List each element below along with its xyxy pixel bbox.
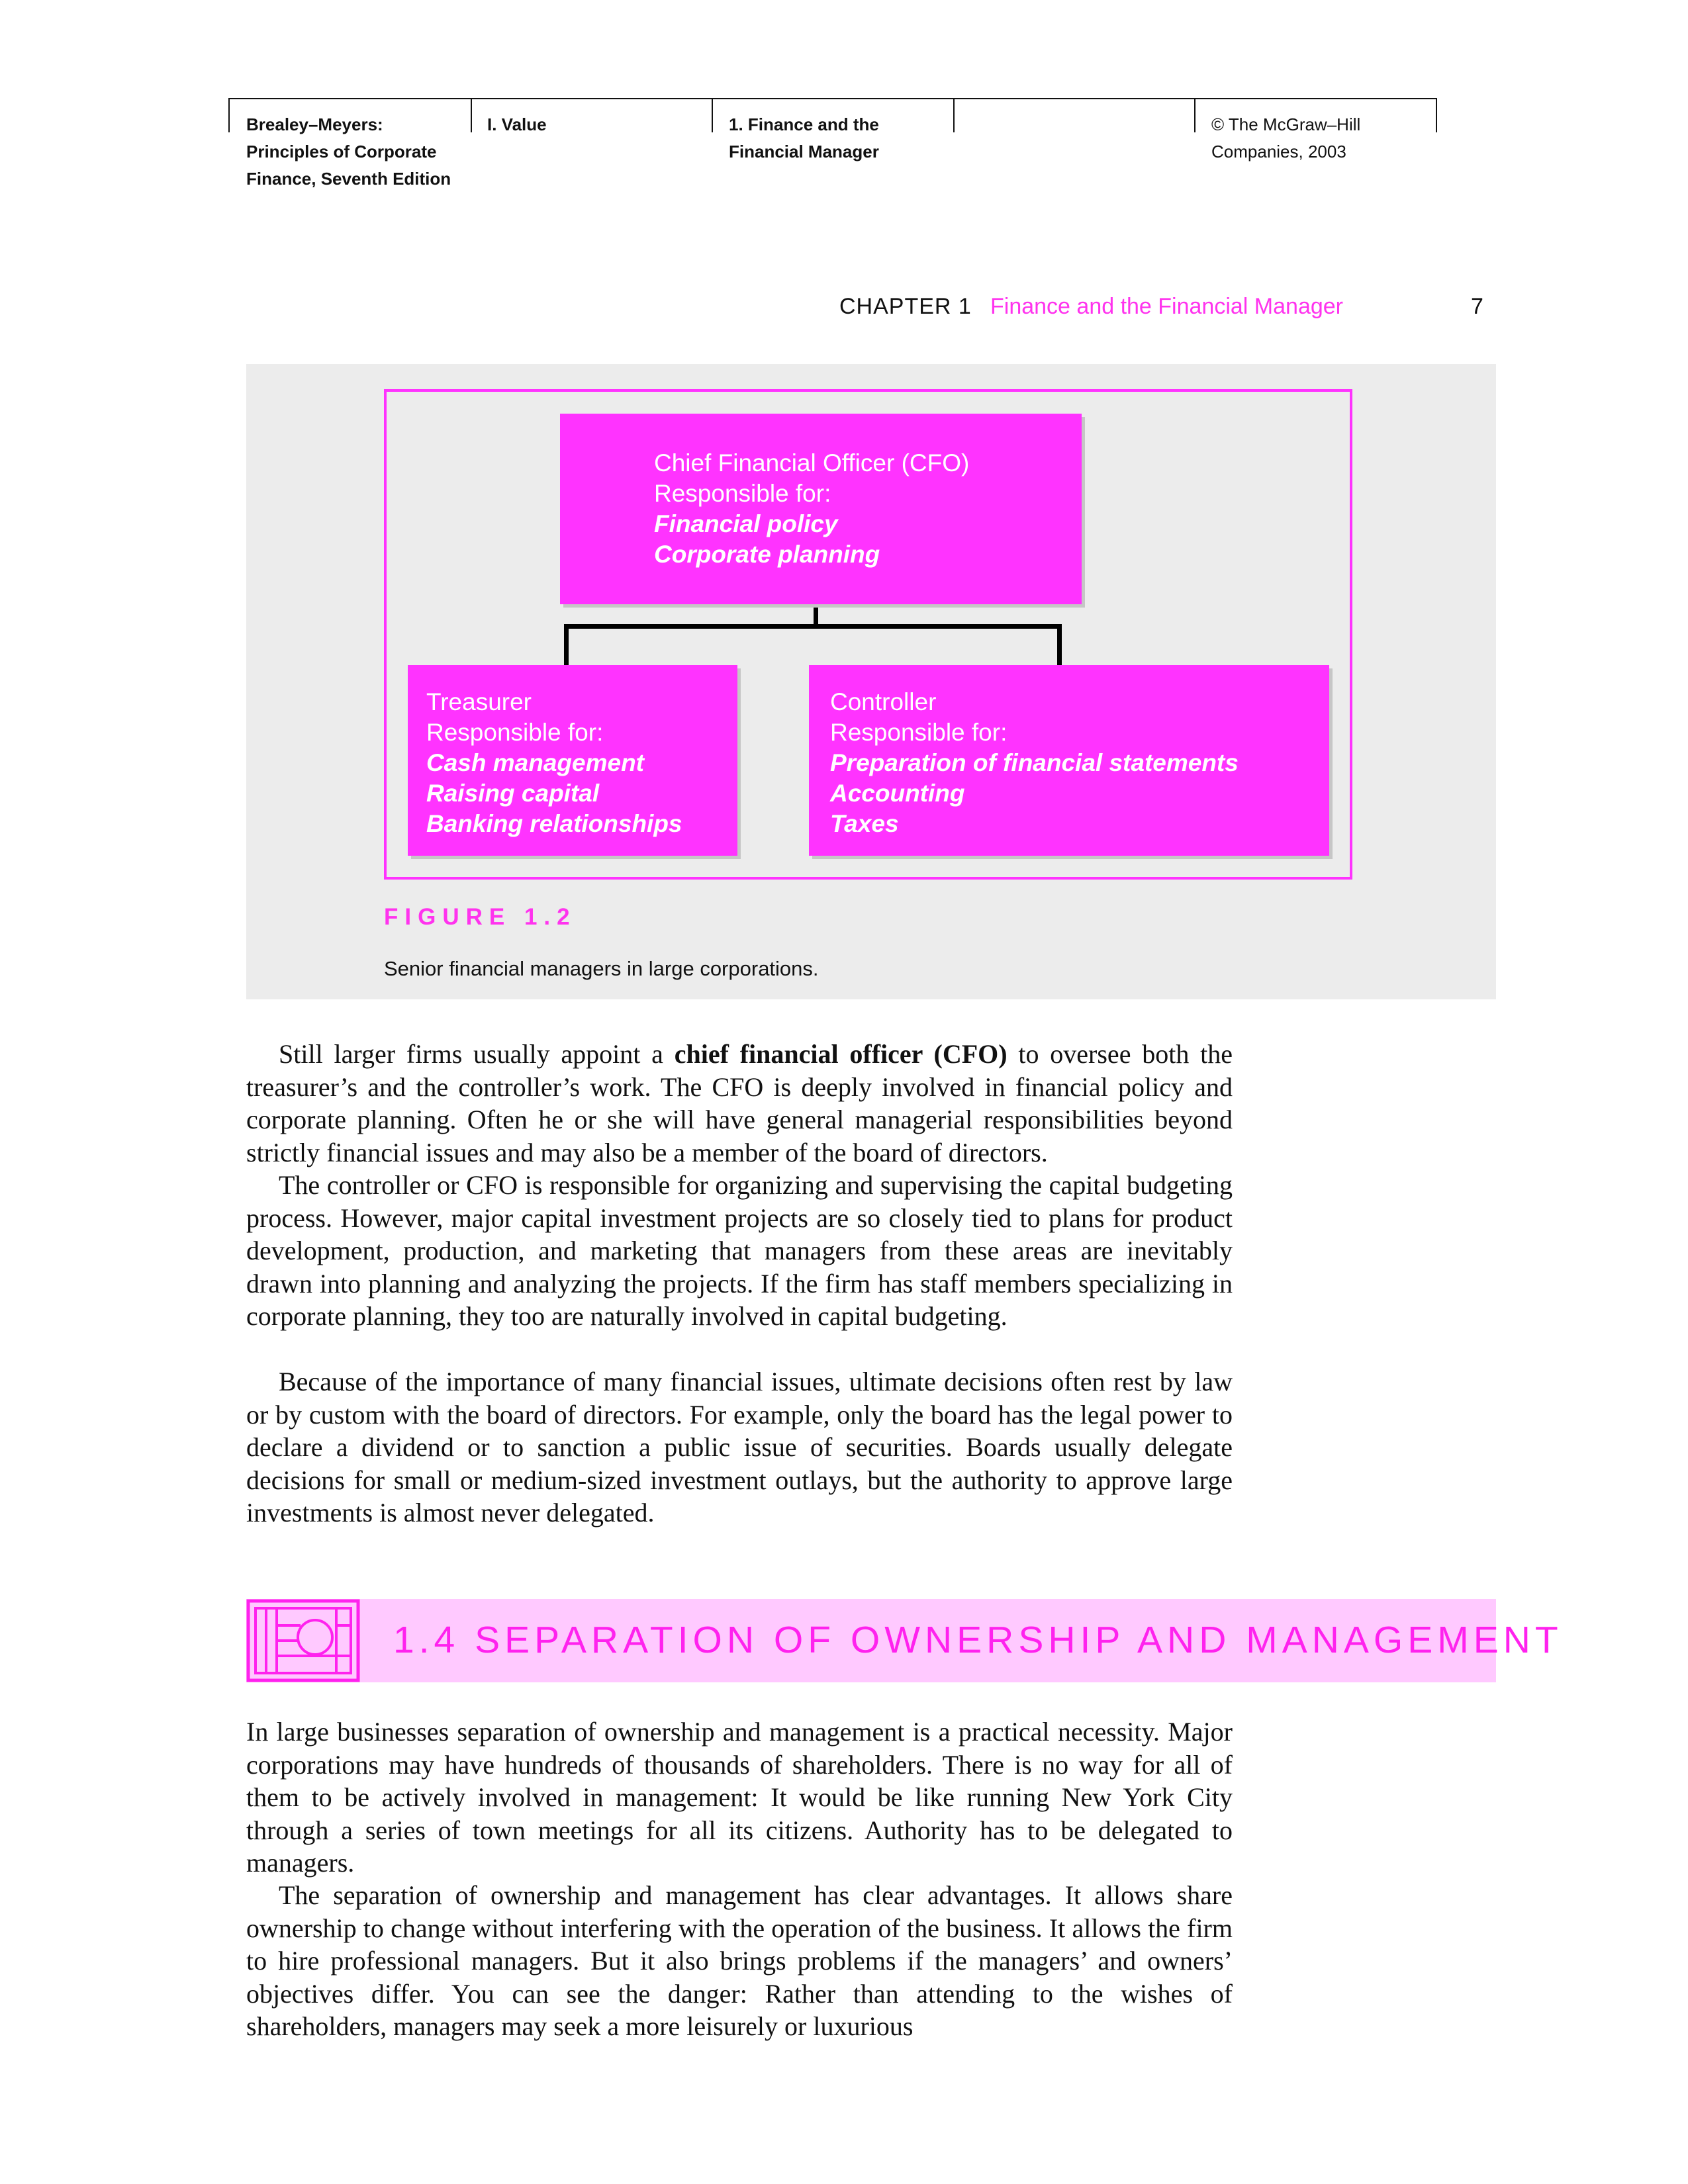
cfo-title: Chief Financial Officer (CFO) [654,449,970,477]
treasurer-duty: Banking relationships [426,810,682,837]
header-book-line: Principles of Corporate [246,142,437,161]
header-book-title [246,111,451,193]
section-title: 1.4 SEPARATION OF OWNERSHIP AND MANAGEMENT [393,1619,1563,1661]
header-part [487,111,547,138]
treasurer-title: Treasurer [426,688,532,715]
page-number: 7 [1471,294,1483,319]
chapter-title: Finance and the Financial Manager [990,294,1343,319]
body-paragraph [246,1365,1233,1529]
header-part-label: I. Value [487,114,547,134]
header-copyright-line: © The McGraw–Hill [1211,114,1361,134]
treasurer-responsible: Responsible for: [426,719,604,746]
org-connector [564,624,569,665]
paragraph-text: Still larger firms usually appoint a [279,1039,675,1069]
paragraph-text: The controller or CFO is responsible for organizing and supervising the capital budgeting process. However, major capital investment projects are so closely tied to plans for product development, production, and marketing that managers from these areas are inevitably drawn into planning and analyzing the projects. If the firm has staff members specializing in corporate planning, they too are naturally involved in capital budgeting. [246,1170,1233,1331]
paragraph-text: to oversee both the treasurer’s and the controller’s work. The CFO is deeply involved in financial policy and corporate planning. Often he or she will have general managerial responsibilities beyond strictly financial issues and may also be a member of the board of directors. [246,1039,1233,1167]
cfo-box [560,414,1082,604]
paragraph-text: In large businesses separation of ownership and management is a practical necessity. Major corporations may have hundreds of thousands of shareholders. There is no way for all of them to be actively involved in management: It would be like running New York City through a series of town meetings for all its citizens. Authority has to be delegated to managers. [246,1717,1233,1878]
controller-box [809,665,1329,856]
header-chapter-line: 1. Finance and the [729,114,879,134]
org-connector [1057,624,1062,665]
treasurer-duty: Cash management [426,749,644,776]
header-divider [953,99,955,132]
header-chapter-line: Financial Manager [729,142,879,161]
section-emblem-icon [246,1599,360,1682]
header-divider [712,99,713,132]
controller-duty: Taxes [830,810,899,837]
key-term: chief financial officer (CFO) [674,1039,1008,1069]
header-copyright-line: Companies, 2003 [1211,142,1346,161]
treasurer-duty: Raising capital [426,780,600,807]
controller-duty: Preparation of financial statements [830,749,1239,776]
controller-title: Controller [830,688,937,715]
cfo-duty: Financial policy [654,510,838,537]
paragraph-text: The separation of ownership and management has clear advantages. It allows share ownership to change without interfering with the operation of the business. It allows the firm to hire professional managers. But it also brings problems if the managers’ and owners’ objectives differ. You can see the danger: Rather than attending to the wishes of shareholders, managers may seek a more leisurely or luxurious [246,1880,1233,2041]
treasurer-box [408,665,737,856]
header-chapter [729,111,879,165]
org-connector [564,624,1062,629]
body-paragraph [246,1879,1233,2043]
header-copyright [1211,111,1360,165]
figure-caption: Senior financial managers in large corporations. [384,957,819,980]
body-paragraph [246,1169,1233,1333]
cfo-duty: Corporate planning [654,541,880,568]
chapter-label: CHAPTER 1 [839,294,972,319]
header-divider [471,99,472,132]
controller-responsible: Responsible for: [830,719,1008,746]
header-book-line: Finance, Seventh Edition [246,169,451,189]
paragraph-text: Because of the importance of many financial issues, ultimate decisions often rest by law or by custom with the board of directors. For example, only the board has the legal power to declare a dividend or to sanction a public issue of securities. Boards usually delegate decisions for small or medium-sized investment outlays, but the authority to approve large investments is almost never delegated. [246,1367,1233,1527]
body-paragraph [246,1715,1233,1880]
header-book-line: Brealey–Meyers: [246,114,383,134]
body-paragraph [246,1038,1233,1169]
cfo-responsible: Responsible for: [654,480,831,507]
controller-duty: Accounting [830,780,965,807]
figure-label: FIGURE 1.2 [384,904,577,930]
header-divider [1194,99,1196,132]
